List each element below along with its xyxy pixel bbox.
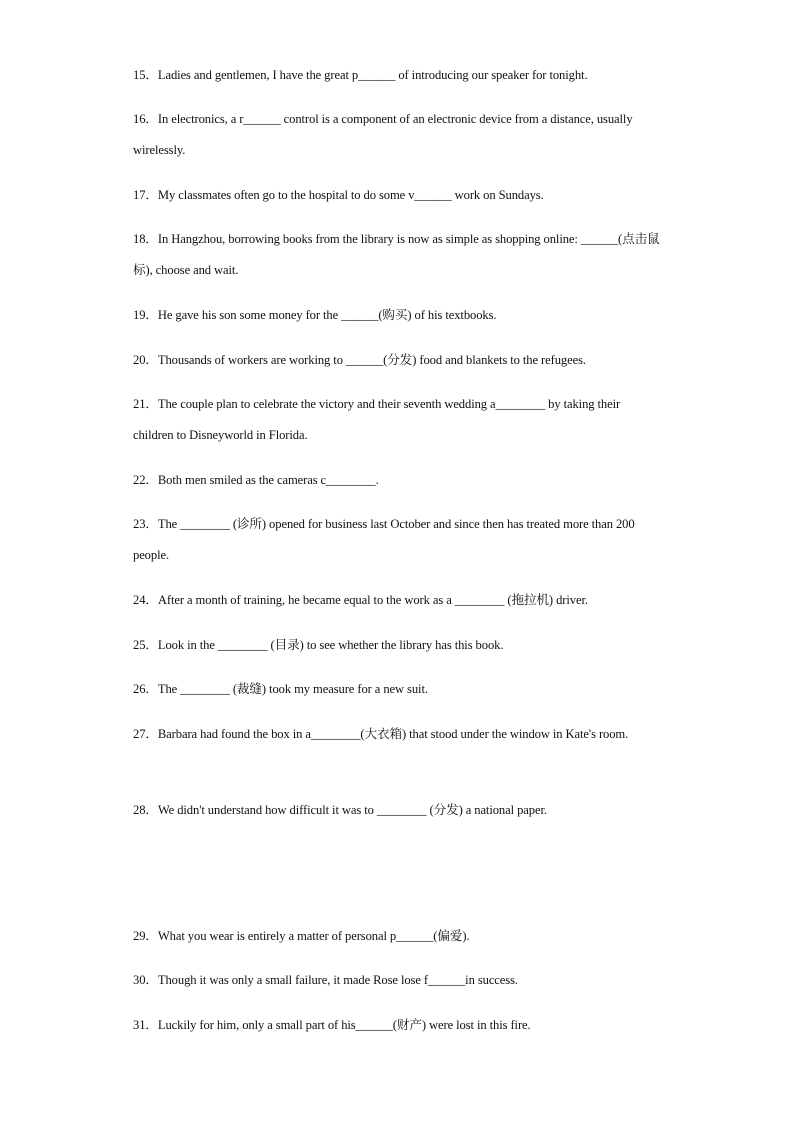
question-17: 17．My classmates often go to the hospital to do some v______ work on Sundays. — [133, 188, 544, 202]
question-15: 15．Ladies and gentlemen, I have the great p______ of introducing our speaker for tonight. — [133, 68, 588, 82]
question-22: 22．Both men smiled as the cameras c________. — [133, 473, 379, 487]
question-31: 31．Luckily for him, only a small part of his______(财产) were lost in this fire. — [133, 1018, 531, 1032]
question-18: 18．In Hangzhou, borrowing books from the library is now as simple as shopping online: ______(点击鼠标), choose and wait. — [133, 232, 660, 277]
question-26: 26．The ________ (裁缝) took my measure for a new suit. — [133, 682, 428, 696]
question-25: 25．Look in the ________ (目录) to see whether the library has this book. — [133, 638, 504, 652]
question-28: 28．We didn't understand how difficult it was to ________ (分发) a national paper. — [133, 803, 547, 817]
question-21: 21．The couple plan to celebrate the victory and their seventh wedding a________ by taking their children to Disneyworld in Florida. — [133, 397, 621, 442]
question-19: 19．He gave his son some money for the ______(购买) of his textbooks. — [133, 308, 497, 322]
question-27: 27．Barbara had found the box in a________(大衣箱) that stood under the window in Kate's room. — [133, 727, 629, 741]
question-23: 23．The ________ (诊所) opened for business last October and since then has treated more than 200 people. — [133, 517, 635, 562]
question-30: 30．Though it was only a small failure, it made Rose lose f______in success. — [133, 973, 518, 987]
question-24: 24．After a month of training, he became equal to the work as a ________ (拖拉机) driver. — [133, 593, 588, 607]
question-20: 20．Thousands of workers are working to ______(分发) food and blankets to the refugees. — [133, 353, 586, 367]
question-16: 16．In electronics, a r______ control is a component of an electronic device from a distance, usually wirelessly. — [133, 112, 633, 157]
question-29: 29．What you wear is entirely a matter of personal p______(偏爱). — [133, 929, 470, 943]
